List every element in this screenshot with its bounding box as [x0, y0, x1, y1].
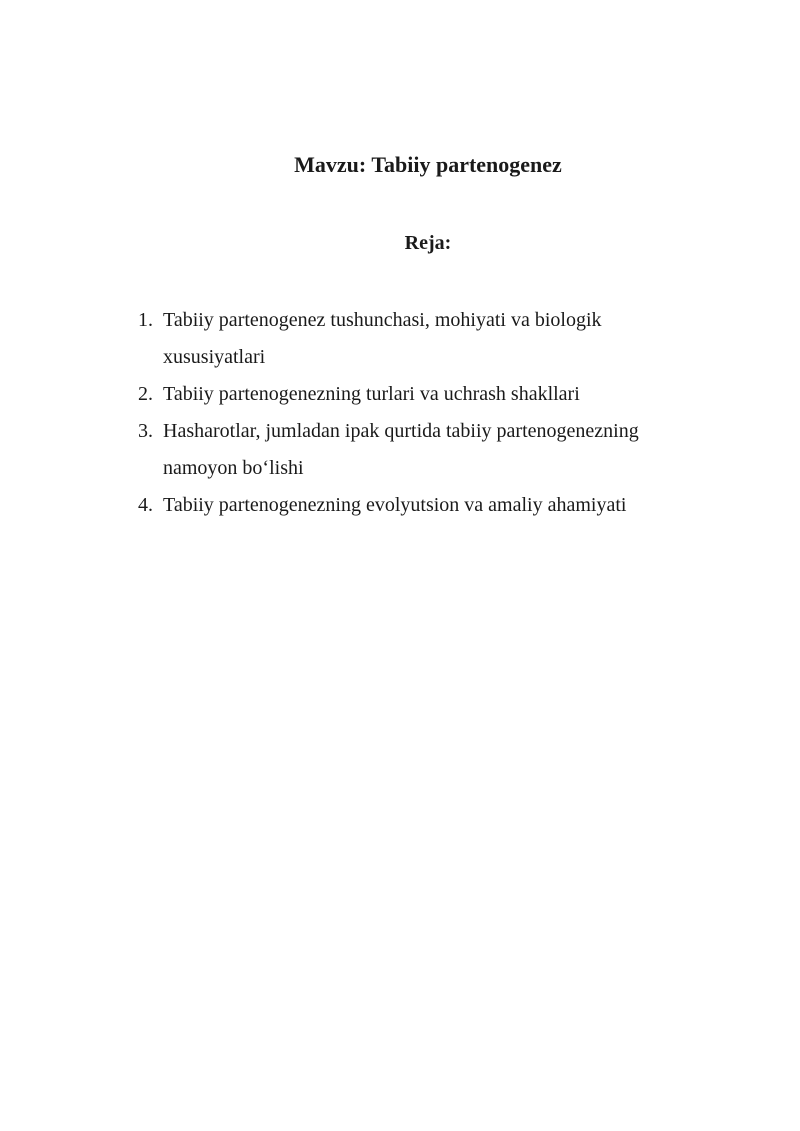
plan-item-text: Tabiiy partenogenezning turlari va uchrash shakllari	[163, 383, 580, 405]
plan-item-number: 1.	[138, 309, 153, 331]
plan-item-number: 3.	[138, 420, 153, 442]
plan-item-text: Tabiiy partenogenez tushunchasi, mohiyati va biologik xususiyatlari	[163, 309, 602, 368]
plan-item-text: Hasharotlar, jumladan ipak qurtida tabiiy partenogenezning namoyon bo‘lishi	[163, 420, 639, 479]
plan-item-number: 2.	[138, 383, 153, 405]
plan-item-4	[138, 487, 698, 524]
document-title: Mavzu: Tabiiy partenogenez	[294, 152, 562, 177]
plan-item-text: Tabiiy partenogenezning evolyutsion va amaliy ahamiyati	[163, 494, 627, 516]
plan-item-1	[138, 302, 698, 376]
plan-item-2	[138, 376, 698, 413]
plan-heading: Reja:	[404, 232, 452, 254]
plan-item-number: 4.	[138, 494, 153, 516]
plan-list	[138, 302, 698, 524]
plan-item-3	[138, 413, 698, 487]
